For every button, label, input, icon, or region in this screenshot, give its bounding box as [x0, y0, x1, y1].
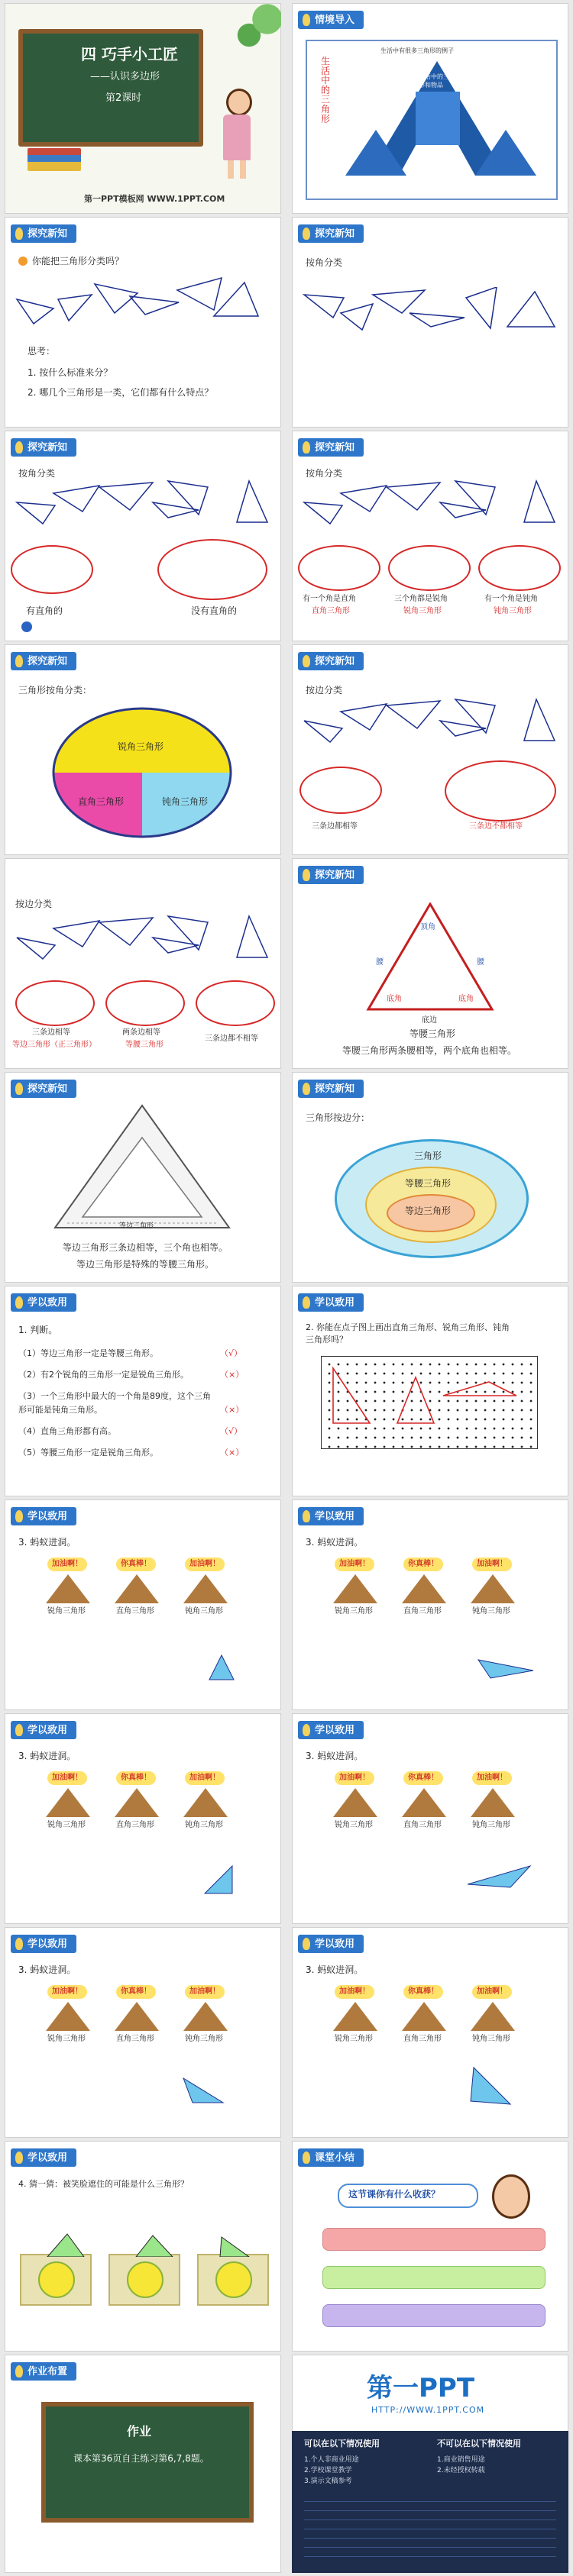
- ellipse-label-1: 三条边都相等: [312, 822, 358, 831]
- classify-label: 按角分类: [306, 257, 343, 268]
- equal-label: 三条边相等: [32, 1028, 70, 1037]
- section-tag: 学以致用: [298, 1721, 364, 1739]
- slide-homework[interactable]: [5, 2355, 281, 2573]
- box-text: 生活中的三角形和物品: [419, 73, 455, 89]
- ellipse-obtuse: [478, 545, 561, 591]
- section-tag: 探究新知: [298, 652, 364, 670]
- right-region-label: 直角三角形: [78, 796, 125, 807]
- drawn-triangles: [321, 1356, 536, 1448]
- ellipse-equal-sides: [299, 767, 382, 814]
- dot-icon: [21, 621, 32, 632]
- speaker-icon: [18, 257, 28, 266]
- slide-credits[interactable]: [292, 2355, 568, 2573]
- judge-answer-3: （×）: [220, 1405, 244, 1415]
- desc-right: 有一个角是直角: [303, 595, 356, 603]
- smiley-face-2: [127, 2261, 163, 2298]
- anthill-3[interactable]: [468, 1787, 518, 1817]
- child-figure: [492, 2174, 530, 2219]
- slide-equilateral[interactable]: [5, 1072, 281, 1283]
- section-tag: 学以致用: [298, 1507, 364, 1525]
- triangles-row: [303, 698, 559, 751]
- slide-by-side-2[interactable]: [5, 858, 281, 1069]
- section-tag: 作业布置: [11, 2362, 76, 2381]
- anthill-2[interactable]: [112, 2000, 162, 2031]
- ellipse-unequal-sides: [445, 760, 556, 822]
- section-tag: 学以致用: [11, 1507, 76, 1525]
- judge-answer-1: （√）: [220, 1348, 243, 1358]
- anthill-2[interactable]: [399, 2000, 449, 2031]
- anthill-3[interactable]: [468, 2000, 518, 2031]
- ruler-mark: 等边三角形: [119, 1222, 154, 1230]
- middle-label: 等腰三角形: [405, 1178, 452, 1189]
- anthill-label-3: 钝角三角形: [472, 2035, 510, 2043]
- cover-title: 四 巧手小工匠: [81, 45, 178, 63]
- slide-dot-grid[interactable]: [292, 1286, 568, 1496]
- slide-by-angle-3[interactable]: [292, 431, 568, 641]
- ants-title: 3. 蚂蚁进洞。: [306, 1537, 364, 1548]
- note-3: 加油啊！: [185, 1771, 225, 1785]
- homework-text: 课本第36页自主练习第6,7,8题。: [73, 2453, 209, 2464]
- triangles-row: [303, 287, 559, 348]
- anthill-label-2: 直角三角形: [116, 1821, 154, 1829]
- ant-triangle[interactable]: [180, 2072, 226, 2106]
- slide-ants-5[interactable]: [5, 1927, 281, 2138]
- judge-item-4: （4）直角三角形都有高。: [18, 1426, 116, 1436]
- note-2: 你真棒！: [116, 1558, 156, 1571]
- section-tag: 学以致用: [11, 1935, 76, 1953]
- anthill-label-2: 直角三角形: [403, 2035, 442, 2043]
- anthill-1[interactable]: [330, 2000, 380, 2031]
- note-3: 加油啊！: [185, 1985, 225, 1999]
- anthill-label-3: 钝角三角形: [472, 1821, 510, 1829]
- ellipse-label-2: 没有直角的: [191, 605, 238, 616]
- summary-bubble-text: 这节课你有什么收获？: [348, 2189, 441, 2200]
- judge-item-1: （1）等边三角形一定是等腰三角形。: [18, 1348, 158, 1358]
- note-1: 加油啊！: [335, 1985, 374, 1999]
- cover-subtitle: ——认识多边形: [90, 71, 160, 82]
- slide-by-angle-1[interactable]: [292, 217, 568, 428]
- cover-footer: 第一PPT模板网 WWW.1PPT.COM: [84, 194, 225, 204]
- dot-grid-title2: 三角形吗？: [306, 1335, 348, 1344]
- classify-label: 按角分类: [306, 468, 343, 479]
- ants-title: 3. 蚂蚁进洞。: [306, 1751, 364, 1761]
- anthill-1[interactable]: [330, 1573, 380, 1603]
- note-3: 加油啊！: [472, 1558, 512, 1571]
- credits-left-2: 2.学校课堂教学: [304, 2467, 352, 2474]
- judge-item-3: （3）一个三角形中最大的一个角是89度，这个三角: [18, 1391, 211, 1401]
- anthill-1[interactable]: [43, 1573, 93, 1603]
- ellipse-isosceles: [105, 980, 185, 1026]
- apex-label: 顶角: [420, 923, 435, 931]
- note-2: 你真棒！: [403, 1558, 443, 1571]
- leg-left: 腰: [376, 958, 384, 967]
- slide-guess[interactable]: [5, 2141, 281, 2352]
- anthill-label-3: 钝角三角形: [185, 1821, 223, 1829]
- slide-ants-4[interactable]: [292, 1713, 568, 1924]
- base-angle-left: 底角: [387, 995, 402, 1003]
- homework-title: 作业: [127, 2424, 152, 2439]
- credits-right-2: 2.未经授权转载: [437, 2467, 485, 2474]
- angle-classification-ellipse: [50, 705, 234, 840]
- slide-isosceles[interactable]: [292, 858, 568, 1069]
- anthill-label-3: 钝角三角形: [472, 1607, 510, 1616]
- triangles-row: [15, 915, 272, 968]
- anthill-1[interactable]: [43, 2000, 93, 2031]
- summary-title: 三角形按角分类：: [18, 685, 92, 696]
- section-tag: 探究新知: [11, 224, 76, 243]
- note-1: 加油啊！: [47, 1771, 87, 1785]
- ant-triangle[interactable]: [475, 1657, 536, 1680]
- credits-logo: 第一PPT: [367, 2373, 475, 2403]
- isosceles-desc: 等腰三角形两条腰相等，两个底角也相等。: [342, 1045, 517, 1056]
- outer-label: 三角形: [414, 1151, 442, 1161]
- leg-right: 腰: [477, 958, 484, 967]
- anthill-label-2: 直角三角形: [116, 2035, 154, 2043]
- inner-label: 等边三角形: [405, 1206, 452, 1216]
- note-1: 加油啊！: [335, 1558, 374, 1571]
- anthill-label-1: 锐角三角形: [47, 2035, 86, 2043]
- ant-triangle[interactable]: [206, 1652, 237, 1683]
- credits-url: HTTP://WWW.1PPT.COM: [371, 2405, 485, 2415]
- anthill-3[interactable]: [468, 1573, 518, 1603]
- side-summary-title: 三角形按边分：: [306, 1112, 371, 1123]
- note-3: 加油啊！: [472, 1985, 512, 1999]
- summary-box-2[interactable]: [322, 2266, 545, 2289]
- judge-item-2: （2）有2个锐角的三角形一定是锐角三角形。: [18, 1370, 189, 1380]
- slide-judge[interactable]: [5, 1286, 281, 1496]
- judge-title: 1. 判断。: [18, 1325, 58, 1335]
- slide-cover[interactable]: [5, 3, 281, 214]
- dot-grid-title: 2. 你能在点子图上画出直角三角形、锐角三角形、钝角: [306, 1322, 510, 1332]
- credits-right-head: 不可以在以下情况使用: [437, 2439, 521, 2448]
- ants-title: 3. 蚂蚁进洞。: [18, 1537, 76, 1548]
- anthill-label-1: 锐角三角形: [335, 2035, 373, 2043]
- summary-box-1[interactable]: [322, 2228, 545, 2251]
- anthill-2[interactable]: [112, 1573, 162, 1603]
- ants-title: 3. 蚂蚁进洞。: [18, 1751, 76, 1761]
- equilateral-line1: 等边三角形三条边相等，三个角也相等。: [63, 1242, 228, 1253]
- note-2: 你真棒！: [403, 1985, 443, 1999]
- slide-side-summary[interactable]: [292, 1072, 568, 1283]
- note-2: 你真棒！: [116, 1985, 156, 1999]
- section-tag: 学以致用: [11, 1721, 76, 1739]
- slide-by-angle-2[interactable]: [5, 431, 281, 641]
- section-tag: 课堂小结: [298, 2148, 364, 2167]
- smiley-face-3: [215, 2261, 252, 2298]
- peek-triangles: [20, 2231, 272, 2257]
- vertical-title: 生活中的三角形: [321, 56, 331, 124]
- ellipse-right: [298, 545, 380, 591]
- note-2: 你真棒！: [116, 1771, 156, 1785]
- classify-label: 按边分类: [15, 899, 53, 909]
- credits-left-1: 1.个人非商业用途: [304, 2456, 359, 2464]
- think-q1: 1. 按什么标准来分？: [28, 367, 113, 378]
- classify-label: 按边分类: [306, 685, 343, 696]
- ellipse-scalene: [196, 980, 275, 1026]
- section-tag: 学以致用: [11, 1293, 76, 1312]
- judge-item-5: （5）等腰三角形一定是锐角三角形。: [18, 1448, 158, 1457]
- section-tag: 学以致用: [298, 1293, 364, 1312]
- triangles-row: [15, 276, 272, 337]
- slide-summary[interactable]: [292, 2141, 568, 2352]
- teacher-girl-figure: [219, 89, 255, 180]
- ants-title: 3. 蚂蚁进洞。: [18, 1964, 76, 1975]
- anthill-label-3: 钝角三角形: [185, 2035, 223, 2043]
- ellipse-equilateral: [15, 980, 95, 1026]
- credits-right-1: 1.商业销售用途: [437, 2456, 485, 2464]
- note-3: 加油啊！: [185, 1558, 225, 1571]
- two-equal-label: 两条边相等: [122, 1028, 160, 1037]
- section-tag: 学以致用: [11, 2148, 76, 2167]
- slide-by-side-1[interactable]: [292, 644, 568, 855]
- credits-link-list[interactable]: [304, 2497, 556, 2565]
- section-tag: 情境导入: [298, 11, 364, 29]
- acute-region-label: 锐角三角形: [118, 741, 164, 752]
- section-tag: 探究新知: [298, 224, 364, 243]
- name-obtuse: 钝角三角形: [494, 607, 532, 615]
- anthill-3[interactable]: [180, 2000, 231, 2031]
- slide-ants-6[interactable]: [292, 1927, 568, 2138]
- section-tag: 探究新知: [298, 438, 364, 457]
- slide-angle-summary[interactable]: [5, 644, 281, 855]
- triangles-row: [303, 479, 559, 528]
- judge-answer-2: （×）: [220, 1370, 244, 1380]
- anthill-label-3: 钝角三角形: [185, 1607, 223, 1616]
- guess-title: 4. 猜一猜：被笑脸遮住的可能是什么三角形？: [18, 2179, 189, 2189]
- desc-obtuse: 有一个角是钝角: [484, 595, 538, 603]
- slide-ants-3[interactable]: [5, 1713, 281, 1924]
- slide-ants-2[interactable]: [292, 1499, 568, 1710]
- roof-triangles-illustration: [345, 46, 544, 191]
- note-2: 你真棒！: [403, 1771, 443, 1785]
- note-1: 加油啊！: [47, 1985, 87, 1999]
- section-tag: 探究新知: [11, 438, 76, 457]
- anthill-3[interactable]: [180, 1787, 231, 1817]
- note-3: 加油啊！: [472, 1771, 512, 1785]
- name-acute: 锐角三角形: [403, 607, 442, 615]
- anthill-3[interactable]: [180, 1573, 231, 1603]
- anthill-label-1: 锐角三角形: [47, 1821, 86, 1829]
- cover-lesson: 第2课时: [105, 92, 142, 104]
- classify-label: 按角分类: [18, 468, 56, 479]
- triangles-row: [15, 479, 272, 528]
- ellipse-label-1: 有直角的: [26, 605, 63, 616]
- judge-item-3b: 形可能是钝角三角形。: [18, 1405, 102, 1415]
- judge-answer-5: （×）: [220, 1448, 244, 1457]
- ants-title: 3. 蚂蚁进洞。: [306, 1964, 364, 1975]
- ellipse-label-2: 三条边不都相等: [469, 822, 523, 831]
- anthill-label-2: 直角三角形: [403, 1607, 442, 1616]
- anthill-label-1: 锐角三角形: [47, 1607, 86, 1616]
- credits-left-head: 可以在以下情况使用: [304, 2439, 380, 2448]
- anthill-label-1: 锐角三角形: [335, 1821, 373, 1829]
- think-q2: 2. 哪几个三角形是一类，它们都有什么特点？: [28, 387, 214, 398]
- smiley-face-1: [38, 2261, 75, 2298]
- section-tag: 探究新知: [11, 1080, 76, 1098]
- slide-intro[interactable]: [292, 3, 568, 214]
- base-angle-right: 底角: [458, 995, 474, 1003]
- anthill-2[interactable]: [399, 1573, 449, 1603]
- question-text: 你能把三角形分类吗？: [32, 256, 125, 266]
- isosceles-name: 等腰三角形: [125, 1041, 163, 1049]
- ant-triangle[interactable]: [468, 2064, 513, 2107]
- section-tag: 探究新知: [298, 866, 364, 884]
- anthill-label-2: 直角三角形: [116, 1607, 154, 1616]
- ellipse-right-angle: [11, 545, 93, 594]
- anthill-1[interactable]: [330, 1787, 380, 1817]
- ant-triangle[interactable]: [202, 1863, 237, 1896]
- note-1: 加油啊！: [47, 1558, 87, 1571]
- equal-name: 等边三角形（正三角形）: [12, 1041, 96, 1049]
- desc-acute: 三个角都是锐角: [394, 595, 448, 603]
- ellipse-acute: [388, 545, 471, 591]
- credits-left-3: 3.演示文稿参考: [304, 2478, 352, 2485]
- section-tag: 学以致用: [298, 1935, 364, 1953]
- anthill-2[interactable]: [112, 1787, 162, 1817]
- anthill-label-2: 直角三角形: [403, 1821, 442, 1829]
- books-icon: [28, 148, 81, 171]
- judge-answer-4: （√）: [220, 1426, 243, 1436]
- name-right: 直角三角形: [312, 607, 350, 615]
- base-label: 底边: [422, 1016, 437, 1025]
- section-tag: 探究新知: [11, 652, 76, 670]
- isosceles-name: 等腰三角形: [410, 1028, 456, 1039]
- ruler-triangle: [50, 1102, 234, 1232]
- anthill-label-1: 锐角三角形: [335, 1607, 373, 1616]
- summary-box-3[interactable]: [322, 2304, 545, 2327]
- slide-ants-1[interactable]: [5, 1499, 281, 1710]
- section-tag: 探究新知: [298, 1080, 364, 1098]
- slide-classify-question[interactable]: [5, 217, 281, 428]
- anthill-1[interactable]: [43, 1787, 93, 1817]
- anthill-2[interactable]: [399, 1787, 449, 1817]
- tree-leaves: [235, 3, 281, 56]
- roof-note: 生活中有很多三角形的例子: [380, 47, 454, 54]
- ant-triangle[interactable]: [465, 1863, 533, 1890]
- ellipse-no-right-angle: [157, 539, 267, 600]
- think-title: 思考：: [28, 346, 56, 357]
- isosceles-triangle: [365, 902, 495, 1017]
- obtuse-region-label: 钝角三角形: [162, 796, 209, 807]
- scalene-label: 三条边都不相等: [205, 1035, 258, 1043]
- equilateral-line2: 等边三角形是特殊的等腰三角形。: [76, 1259, 215, 1270]
- note-1: 加油啊！: [335, 1771, 374, 1785]
